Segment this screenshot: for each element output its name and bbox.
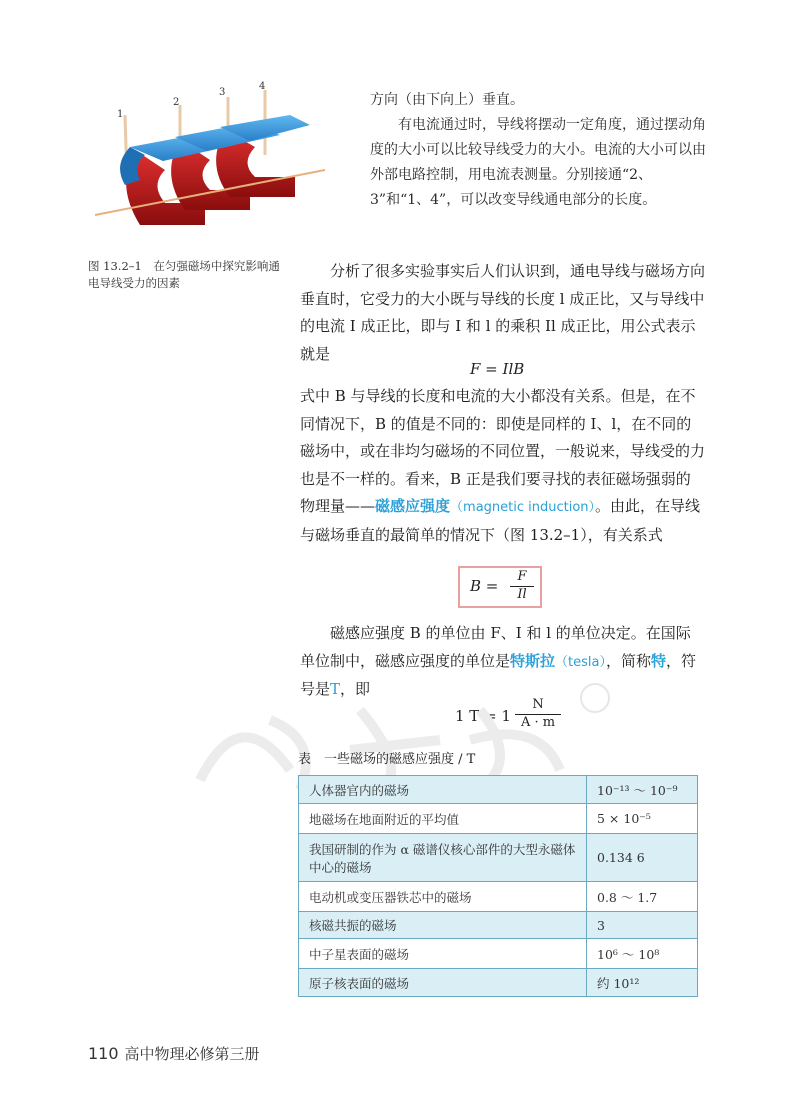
table-cell-value: 10⁶ ～ 10⁸ [587, 939, 698, 969]
para2-before: 式中 B 与导线的长度和电流的大小都没有关系。但是，在不同情况下，B 的值是不同的：即使是同样的 I、l，在不同的磁场中，或在非均匀磁场的不同位置，一般说来，导线受的力也是不一样的。看来，B 正是我们要寻找的表征磁场强弱的物理量—— [300, 387, 706, 515]
formula2-numerator: F [517, 569, 527, 584]
table-cell-name: 核磁共振的磁场 [299, 912, 587, 939]
side-text-line: 方向（由下向上）垂直。 [370, 92, 524, 108]
table-row [299, 969, 698, 997]
term-tesla-en: （tesla） [555, 654, 606, 670]
table-row [299, 776, 698, 804]
book-title: 高中物理必修第三册 [124, 1045, 260, 1063]
table-cell-value: 3 [587, 912, 698, 939]
table-cell-name: 中子星表面的磁场 [299, 939, 587, 969]
magnet-experiment-figure [95, 75, 325, 250]
formula3-lhs: 1 T = 1 [455, 707, 511, 725]
table-title: 表 一些磁场的磁感应强度 / T [298, 752, 476, 767]
table-cell-name: 电动机或变压器铁芯中的磁场 [299, 882, 587, 912]
table-row [299, 939, 698, 969]
paragraph-magnetic-induction [300, 383, 705, 549]
term-tesla: 特斯拉 [510, 651, 556, 670]
para3-mid: ，简称 [605, 651, 651, 670]
table-row [299, 834, 698, 882]
para3-before: 磁感应强度 B 的单位由 F、I 和 l 的单位决定。在国际单位制中，磁感应强度的单位是 [300, 624, 691, 670]
table-cell-name: 地磁场在地面附近的平均值 [299, 804, 587, 834]
magnetic-field-table [298, 775, 698, 997]
table-cell-value: 约 10¹² [587, 969, 698, 997]
table-cell-value: 5 × 10⁻⁵ [587, 804, 698, 834]
symbol-t: T [330, 680, 341, 698]
table-row [299, 882, 698, 912]
term-magnetic-induction: 磁感应强度 [375, 497, 451, 515]
para3-end: ，即 [340, 680, 371, 698]
para3-mid2: ，符号是 [300, 651, 697, 698]
formula-box-b [458, 566, 542, 608]
table-row [299, 804, 698, 834]
para2-after: 。由此，在导线与磁场垂直的最简单的情况下（图 13.2–1），有关系式 [300, 497, 701, 544]
table-cell-name: 我国研制的作为 α 磁谱仪核心部件的大型永磁体中心的磁场 [299, 834, 587, 882]
formula2-lhs: B = [470, 577, 499, 595]
figure-caption: 图 13.2–1 在匀强磁场中探究影响通电导线受力的因素 [88, 259, 280, 290]
wire-label-2: 2 [173, 97, 180, 108]
table-cell-name: 人体器官内的磁场 [299, 776, 587, 804]
formula2-denominator: Il [517, 587, 527, 602]
table-row [299, 912, 698, 939]
term-magnetic-induction-en: （magnetic induction） [450, 500, 596, 515]
formula3-denominator: A · m [520, 715, 556, 730]
formula3-numerator: N [532, 697, 544, 712]
table-cell-value: 0.8 ～ 1.7 [587, 882, 698, 912]
term-te: 特 [651, 651, 667, 670]
side-paragraph: 有电流通过时，导线将摆动一定角度，通过摆动角度的大小可以比较导线受力的大小。电流的大小可以由外部电路控制，用电流表测量。分别接通“2、3”和“1、4”，可以改变导线通电部分的长度。 [370, 117, 706, 208]
paragraph-proportionality: 分析了很多实验事实后人们认识到，通电导线与磁场方向垂直时，它受力的大小既与导线的长度 l 成正比，又与导线中的电流 I 成正比，即与 I 和 l 的乘积 Il 成正比，用公式表示就是 [300, 262, 706, 363]
table-cell-value: 10⁻¹³ ～ 10⁻⁹ [587, 776, 698, 804]
wire-label-1: 1 [117, 109, 124, 120]
table-cell-value: 0.134 6 [587, 834, 698, 882]
formula-force: F = IlB [470, 360, 525, 378]
page-number: 110 [88, 1044, 119, 1063]
page-footer [88, 1043, 260, 1064]
wire-label-4: 4 [259, 81, 266, 92]
wire-label-3: 3 [219, 87, 226, 98]
table-cell-name: 原子核表面的磁场 [299, 969, 587, 997]
